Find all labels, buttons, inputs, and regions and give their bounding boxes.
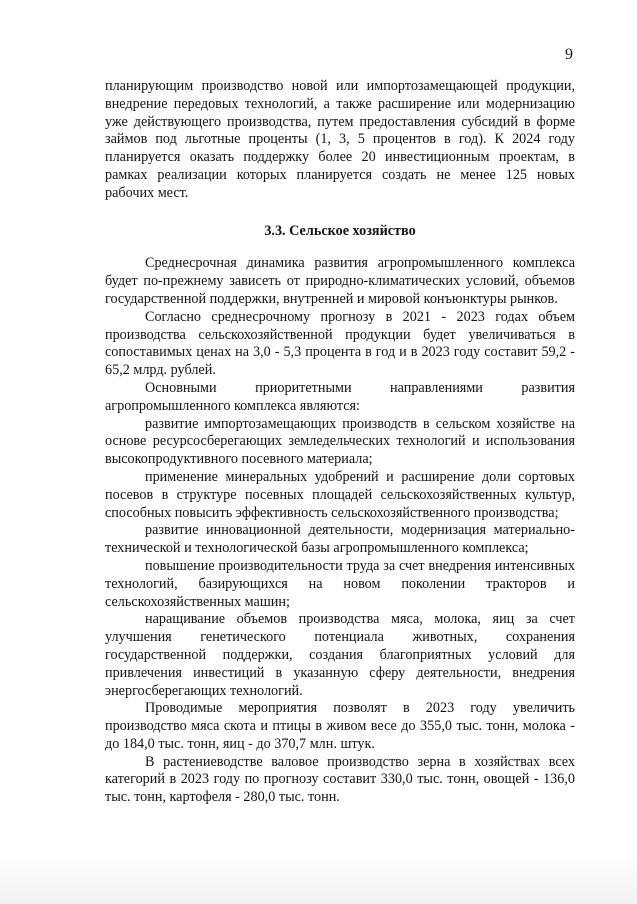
paragraph-outlook: Среднесрочная динамика развития агропромышленного комплекса будет по-прежнему зависеть от природно-климатических условий, объемов государственной поддержки, внутренней и мировой конъюнктуры рынков. — [105, 255, 575, 307]
paragraph-priority-productivity: повышение производительности труда за счет внедрения интенсивных технологий, базирующихся на новом поколении тракторов и сельскохозяйственных машин; — [105, 557, 575, 610]
section-heading: 3.3. Сельское хозяйство — [264, 222, 416, 239]
paragraph-priority-innovation: развитие инновационной деятельности, модернизация материально-технической и технологической базы агропромышленного комплекса; — [105, 522, 575, 557]
paragraph-priority-fertilizers: применение минеральных удобрений и расширение доли сортовых посевов в структуре посевных площадей сельскохозяйственных культур, способных повысить эффективность сельскохозяйственного производства; — [105, 468, 575, 521]
intro-paragraph: планирующим производство новой или импортозамещающей продукции, внедрение передовых технологий, а также расширение или модернизацию уже действующего производства, путем предоставления субсидий в форме займов под льготные проценты (1, 3, 5 процентов в год). К 2024 году планируется оказать поддержку более 20 инвестиционным проектам, в рамках реализации которых планируется создать не менее 125 новых рабочих мест. — [105, 78, 575, 201]
scan-shadow — [0, 854, 637, 904]
page-body — [105, 78, 575, 807]
paragraph-priority-import-substitution: развитие импортозамещающих производств в сельском хозяйстве на основе ресурсосберегающих земледельческих технологий и использования высокопродуктивного посевного материала; — [105, 415, 575, 468]
paragraph-crop-output: В растениеводстве валовое производство зерна в хозяйствах всех категорий в 2023 году по прогнозу составит 330,0 тыс. тонн, овощей - 136,0 тыс. тонн, картофеля - 280,0 тыс. тонн. — [105, 753, 575, 806]
paragraph-forecast: Согласно среднесрочному прогнозу в 2021 - 2023 годах объем производства сельскохозяйственной продукции будет увеличиваться в сопоставимых ценах на 3,0 - 5,3 процента в год и в 2023 году составит 59,2 - 65,2 млрд. рублей. — [105, 308, 575, 379]
paragraph-livestock-output: Проводимые мероприятия позволят в 2023 году увеличить производство мяса скота и птицы в живом весе до 355,0 тыс. тонн, молока - до 184,0 тыс. тонн, яиц - до 370,7 млн. штук. — [105, 700, 575, 752]
paragraph-priorities-intro: Основными приоритетными направлениями развития агропромышленного комплекса являются: — [105, 379, 575, 414]
paragraph-priority-livestock: наращивание объемов производства мяса, молока, яиц за счет улучшения генетического потенциала животных, сохранения государственной поддержки, создания благоприятных условий для привлечения инвестиций в указанную сферу деятельности, внедрения энергосберегающих технологий. — [105, 611, 575, 699]
page-number: 9 — [565, 46, 573, 63]
